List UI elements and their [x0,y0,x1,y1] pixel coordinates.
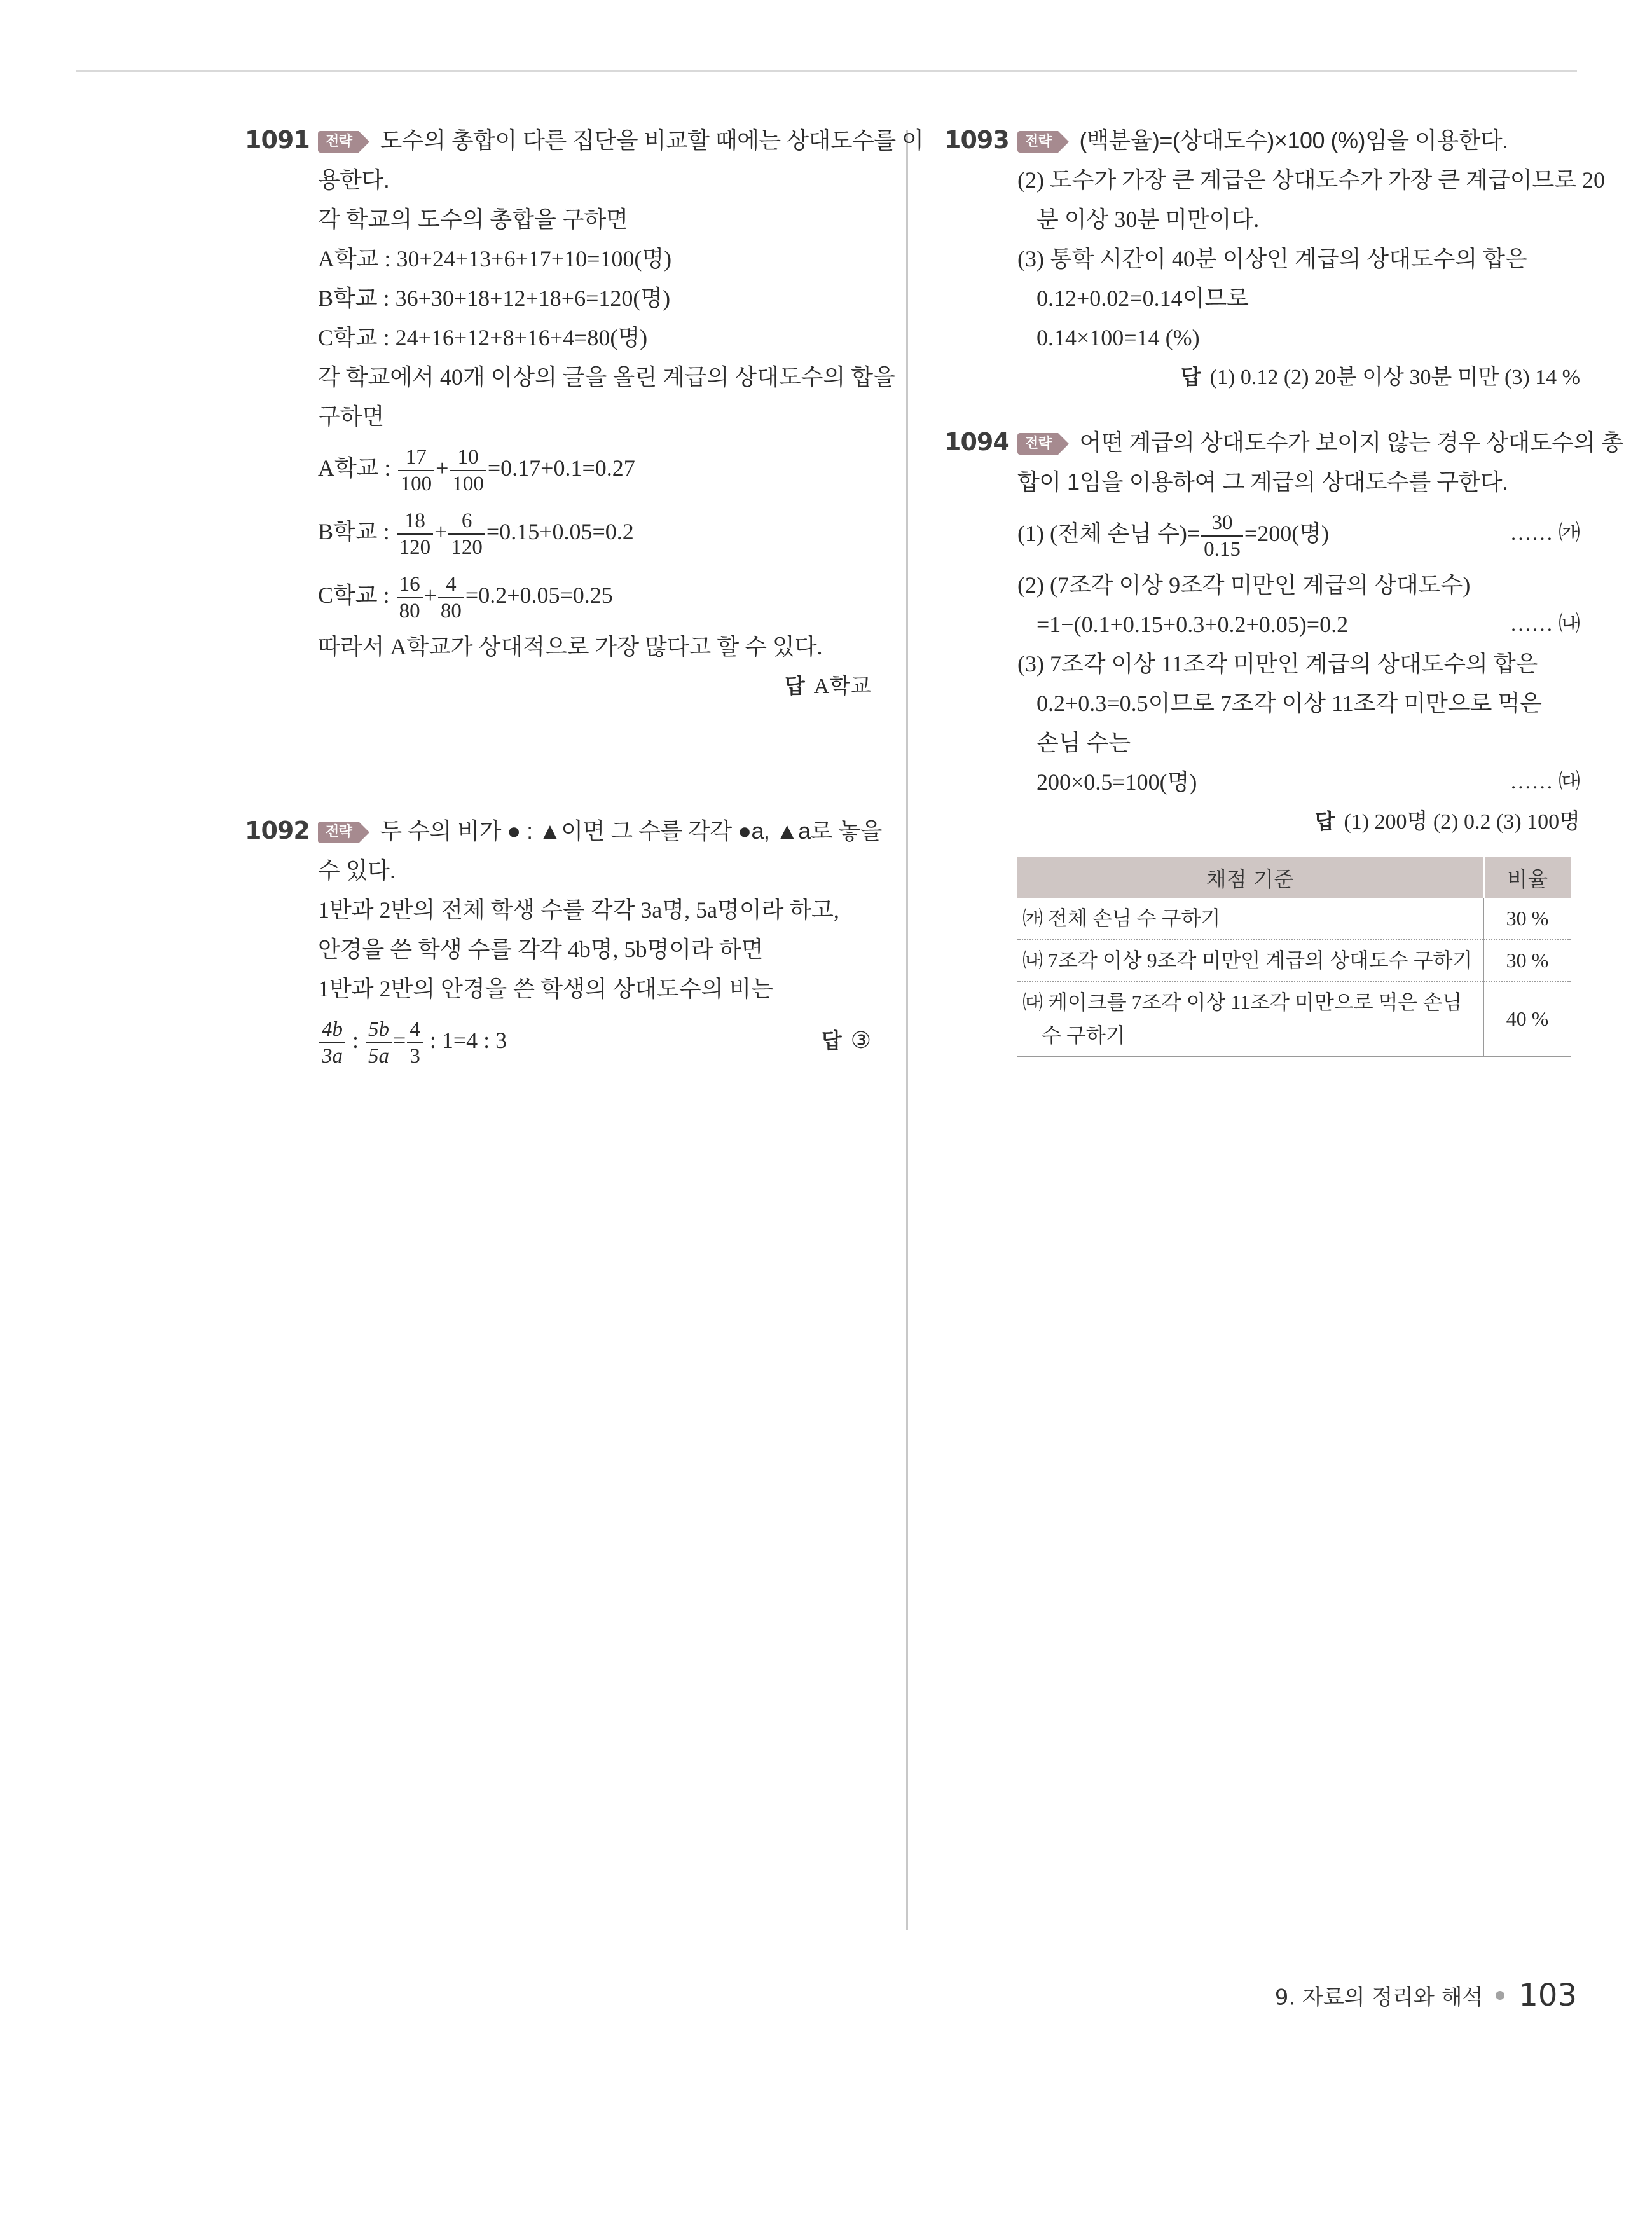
answer-line: 답 (1) 0.12 (2) 20분 이상 30분 미만 (3) 14 % [1180,364,1580,389]
problem-1094 [944,423,1623,842]
solution-line: 각 학교에서 40개 이상의 글을 올린 계급의 상대도수의 합을 [318,364,895,390]
fraction: $\frac{30}{0.15}$ [1201,510,1243,562]
solution-line: 1반과 2반의 안경을 쓴 학생의 상대도수의 비는 [318,976,773,1001]
answer-line: 답 (1) 200명 (2) 0.2 (3) 100명 [1314,809,1580,834]
solution-line: 손님 수는 [1036,730,1131,755]
strategy-badge: 전략 [1017,433,1058,455]
conclusion-line: 따라서 A학교가 상대적으로 가장 많다고 할 수 있다. [318,634,823,659]
problem-1092 [245,811,882,1072]
problem-1091 [245,121,924,706]
fraction: $\frac{6}{120}$ [448,508,485,560]
problem-1093 [944,121,1606,397]
solution-line: 각 학교의 도수의 총합을 구하면 [318,207,629,232]
step-mark: …… ㈏ [1510,612,1580,636]
page-number: 103 [1518,1978,1577,2013]
answer-line: 답 A학교 [784,673,871,698]
solution-line: 0.14×100=14 (%) [1036,325,1200,350]
solution-line: =1−(0.1+0.15+0.3+0.2+0.05)=0.2 …… ㈏ [1017,605,1580,644]
grading-criteria-table [1017,857,1571,1057]
strategy-line-2: 합이 1임을 이용하여 그 계급의 상대도수를 구한다. [1017,469,1508,495]
solution-line: 구하면 [318,404,385,429]
strategy-line-2: 용한다. [318,167,390,193]
right-column [944,121,1623,1057]
table-row: ㈐ 케이크를 7조각 이상 11조각 미만으로 먹은 손님 수 구하기 40 % [1017,981,1571,1057]
solution-line: (2) (7조각 이상 9조각 미만인 계급의 상대도수) [1017,572,1471,598]
table-row: ㈏ 7조각 이상 9조각 미만인 계급의 상대도수 구하기 30 % [1017,939,1571,981]
problem-number: 1094 [944,428,1009,456]
answer-inline: 답 ③ [821,1028,871,1053]
fraction: $\frac{4}{80}$ [438,572,464,624]
strategy-badge: 전략 [318,131,359,153]
solution-line: C학교 : 24+16+12+8+16+4=80(명) [318,325,648,350]
solution-line: (3) 통학 시간이 40분 이상인 계급의 상대도수의 합은 [1017,246,1527,272]
fraction-line-b: B학교 : $\frac{18}{120}$ + $\frac{6}{120}$ =0.15+0.05=0.2 [318,509,634,559]
problem-number: 1092 [245,816,310,844]
problem-number: 1093 [944,126,1009,154]
fraction: $\frac{17}{100}$ [398,444,435,497]
fraction-line-c: C학교 : $\frac{16}{80}$ + $\frac{4}{80}$ =0.2+0.05=0.25 [318,572,613,623]
fraction: $\frac{16}{80}$ [397,572,423,624]
step-mark: …… ㈎ [1510,521,1580,545]
chapter-title: 9. 자료의 정리와 해석 [1274,1985,1483,2011]
solution-line: 1반과 2반의 전체 학생 수를 각각 3a명, 5a명이라 하고, [318,897,839,923]
left-column [245,121,924,1073]
solution-line: (2) 도수가 가장 큰 계급은 상대도수가 가장 큰 계급이므로 20 [1017,167,1606,193]
solution-line: 200×0.5=100(명) …… ㈐ [1017,762,1580,802]
problem-number: 1091 [245,126,310,154]
solution-line: B학교 : 36+30+18+12+18+6=120(명) [318,286,671,311]
table-header: 채점 기준 [1017,857,1483,898]
fraction-line: (1) (전체 손님 수)= $\frac{30}{0.15}$ =200(명) …… ㈎ [1017,502,1580,565]
solution-line: 0.2+0.3=0.5이므로 7조각 이상 11조각 미만으로 먹은 [1036,691,1542,716]
answer-label: 답 [1314,809,1335,834]
strategy-line: 전략 (백분율)=(상대도수)×100 (%)임을 이용한다. [1017,121,1580,160]
solution-line: A학교 : 30+24+13+6+17+10=100(명) [318,246,672,272]
strategy-line: 전략 두 수의 비가 ● : ▲이면 그 수를 각각 ●a, ▲a로 놓을 [318,811,871,851]
fraction-line-a: A학교 : $\frac{17}{100}$ + $\frac{10}{100}$ =0.17+0.1=0.27 [318,445,635,495]
page-footer [1275,1978,1577,2013]
fraction: $\frac{5b}{5a}$ [366,1017,392,1069]
solution-line: 0.12+0.02=0.14이므로 [1036,286,1249,311]
table-row: ㈎ 전체 손님 수 구하기 30 % [1017,898,1571,939]
fraction: $\frac{18}{120}$ [397,508,434,560]
fraction: $\frac{4}{3}$ [407,1017,423,1069]
answer-label: 답 [1180,364,1201,389]
strategy-badge: 전략 [318,822,359,843]
solution-line: 안경을 쓴 학생 수를 각각 4b명, 5b명이라 하면 [318,937,764,962]
column-divider [906,130,908,1930]
fraction: $\frac{4b}{3a}$ [319,1017,345,1069]
table-header: 비율 [1483,857,1571,898]
bullet-icon [1496,1991,1504,2000]
strategy-line: 전략 어떤 계급의 상대도수가 보이지 않는 경우 상대도수의 총 [1017,423,1580,462]
strategy-badge: 전략 [1017,131,1058,153]
solution-line: (3) 7조각 이상 11조각 미만인 계급의 상대도수의 합은 [1017,651,1538,677]
answer-label: 답 [784,673,805,698]
ratio-line: $\frac{4b}{3a}$ : $\frac{5b}{5a}$ = $\frac{4}{3}$ : 1=4 : 3 답 ③ [318,1008,871,1072]
top-rule [76,70,1577,72]
strategy-line: 전략 도수의 총합이 다른 집단을 비교할 때에는 상대도수를 이 [318,121,871,160]
answer-label: 답 [821,1028,842,1053]
strategy-line-2: 수 있다. [318,857,396,883]
step-mark: …… ㈐ [1510,770,1580,794]
fraction: $\frac{10}{100}$ [450,444,486,497]
solution-line: 분 이상 30분 미만이다. [1036,207,1260,232]
